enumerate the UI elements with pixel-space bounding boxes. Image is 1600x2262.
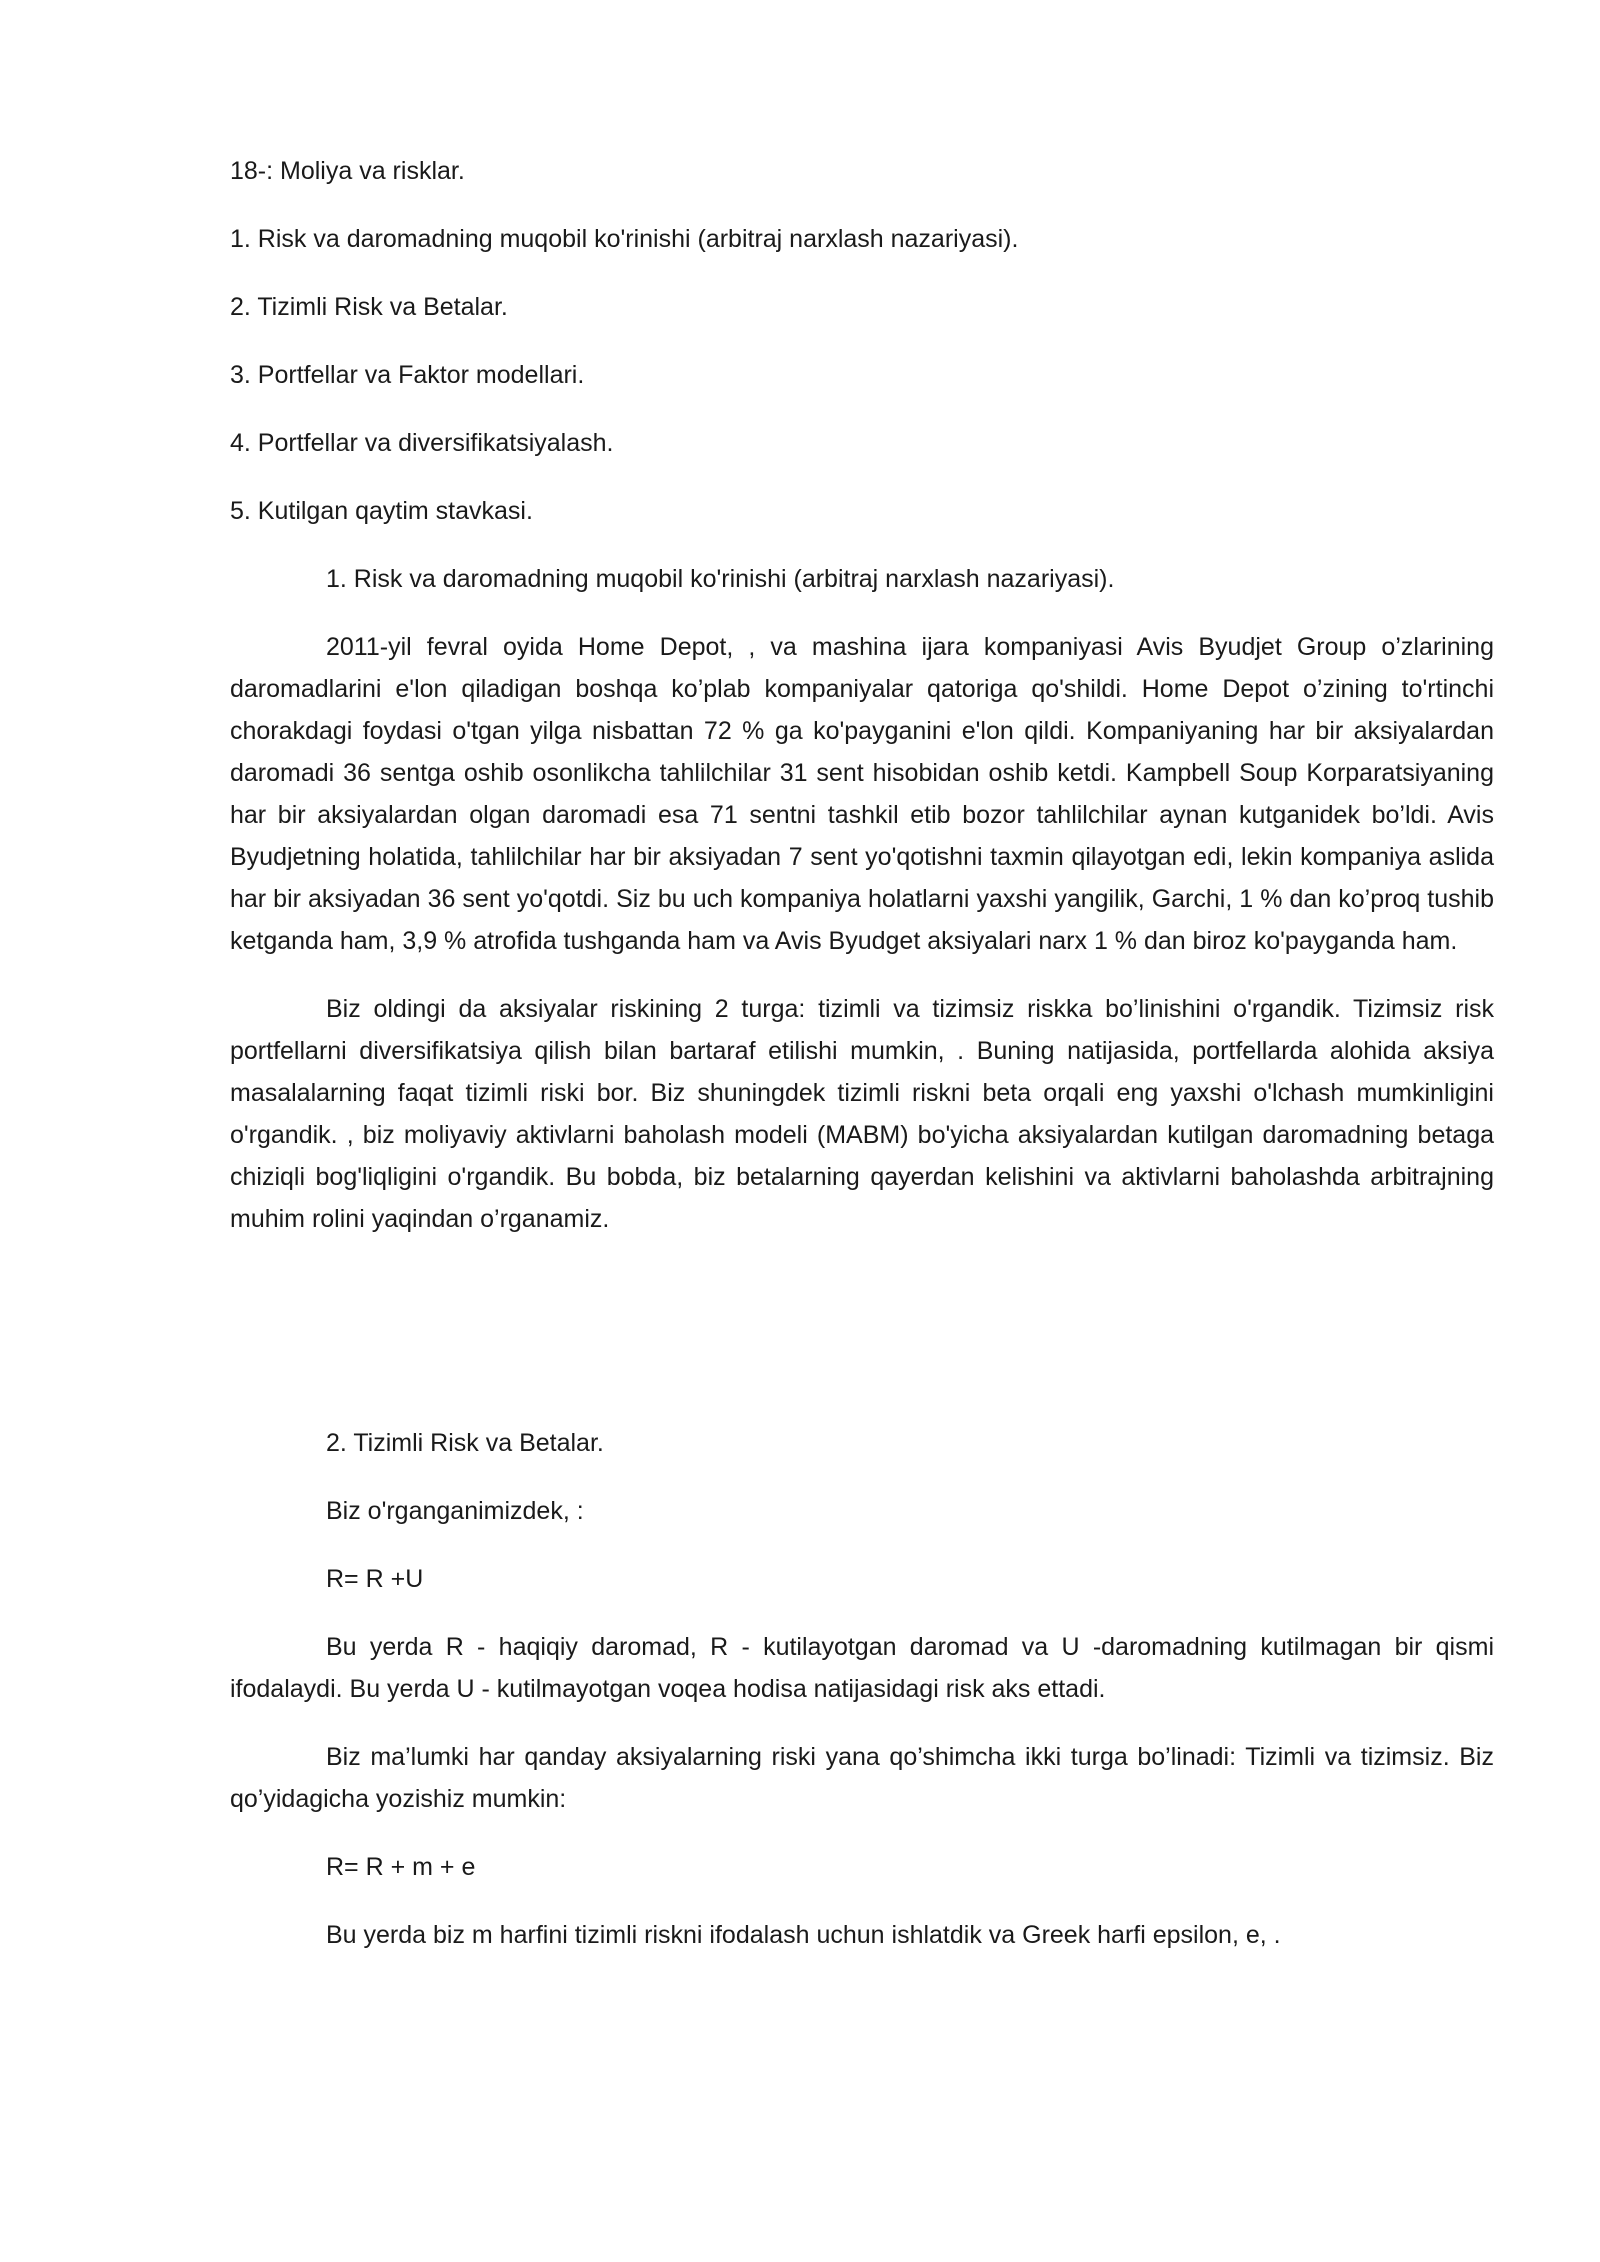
toc-item-3: 3. Portfellar va Faktor modellari. [230,361,585,389]
section2-paragraph-3: Bu yerda biz m harfini tizimli riskni ifodalash uchun ishlatdik va Greek harfi epsilon, e, . [326,1921,1281,1949]
section1-heading: 1. Risk va daromadning muqobil ko'rinishi (arbitraj narxlash nazariyasi). [326,565,1115,593]
section-gap [230,1266,1494,1422]
toc-item-2: 2. Tizimli Risk va Betalar. [230,293,508,321]
section1-paragraph-2: Biz oldingi da aksiyalar riskining 2 turga: tizimli va tizimsiz riskka bo’linishini o'rgandik. Tizimsiz risk portfellarni diversifikatsiya qilish bilan bartaraf etilishi mumkin, . Buning natijasida, portfellarda alohida aksiya masalalarning faqat tizimli riski bor. Biz shuningdek tizimli riskni beta orqali eng yaxshi o'lchash mumkinligini o'rgandik. , biz moliyaviy aktivlarni baholash modeli (MABM) bo'yicha aksiyalardan kutilgan daromadning betaga chiziqli bog'liqligini o'rgandik. Bu bobda, biz betalarning qayerdan kelishini va aktivlarni baholashda arbitrajning muhim rolini yaqindan o’rganamiz. [230,995,1494,1233]
section2-intro: Biz o'rganganimizdek, : [326,1497,584,1525]
section2-paragraph-1: Bu yerda R - haqiqiy daromad, R - kutilayotgan daromad va U -daromadning kutilmagan bir qismi ifodalaydi. Bu yerda U - kutilmayotgan voqea hodisa natijasidagi risk aks ettadi. [230,1633,1494,1703]
toc-item-1: 1. Risk va daromadning muqobil ko'rinishi (arbitraj narxlash nazariyasi). [230,225,1019,253]
section2-heading: 2. Tizimli Risk va Betalar. [326,1429,604,1457]
toc-item-4: 4. Portfellar va diversifikatsiyalash. [230,429,614,457]
document-page [230,150,1494,1982]
formula-2: R= R + m + e [326,1853,476,1881]
document-title: 18-: Moliya va risklar. [230,157,465,185]
toc-item-5: 5. Kutilgan qaytim stavkasi. [230,497,533,525]
section1-paragraph-1: 2011-yil fevral oyida Home Depot, , va mashina ijara kompaniyasi Avis Byudjet Group o’zlarining daromadlarini e'lon qiladigan boshqa ko’plab kompaniyalar qatoriga qo'shildi. Home Depot o’zining to'rtinchi chorakdagi foydasi o'tgan yilga nisbattan 72 % ga ko'payganini e'lon qildi. Kompaniyaning har bir aksiyalardan daromadi 36 sentga oshib osonlikcha tahlilchilar 31 sent hisobidan oshib ketdi. Kampbell Soup Korparatsiyaning har bir aksiyalardan olgan daromadi esa 71 sentni tashkil etib bozor tahlilchilar aynan kutganidek bo’ldi. Avis Byudjetning holatida, tahlilchilar har bir aksiyadan 7 sent yo'qotishni taxmin qilayotgan edi, lekin kompaniya aslida har bir aksiyadan 36 sent yo'qotdi. Siz bu uch kompaniya holatlarni yaxshi yangilik, Garchi, 1 % dan ko’proq tushib ketganda ham, 3,9 % atrofida tushganda ham va Avis Byudget aksiyalari narx 1 % dan biroz ko'payganda ham. [230,633,1494,955]
formula-1: R= R +U [326,1565,424,1593]
section2-paragraph-2: Biz ma’lumki har qanday aksiyalarning riski yana qo’shimcha ikki turga bo’linadi: Tizimli va tizimsiz. Biz qo’yidagicha yozishiz mumkin: [230,1743,1494,1813]
